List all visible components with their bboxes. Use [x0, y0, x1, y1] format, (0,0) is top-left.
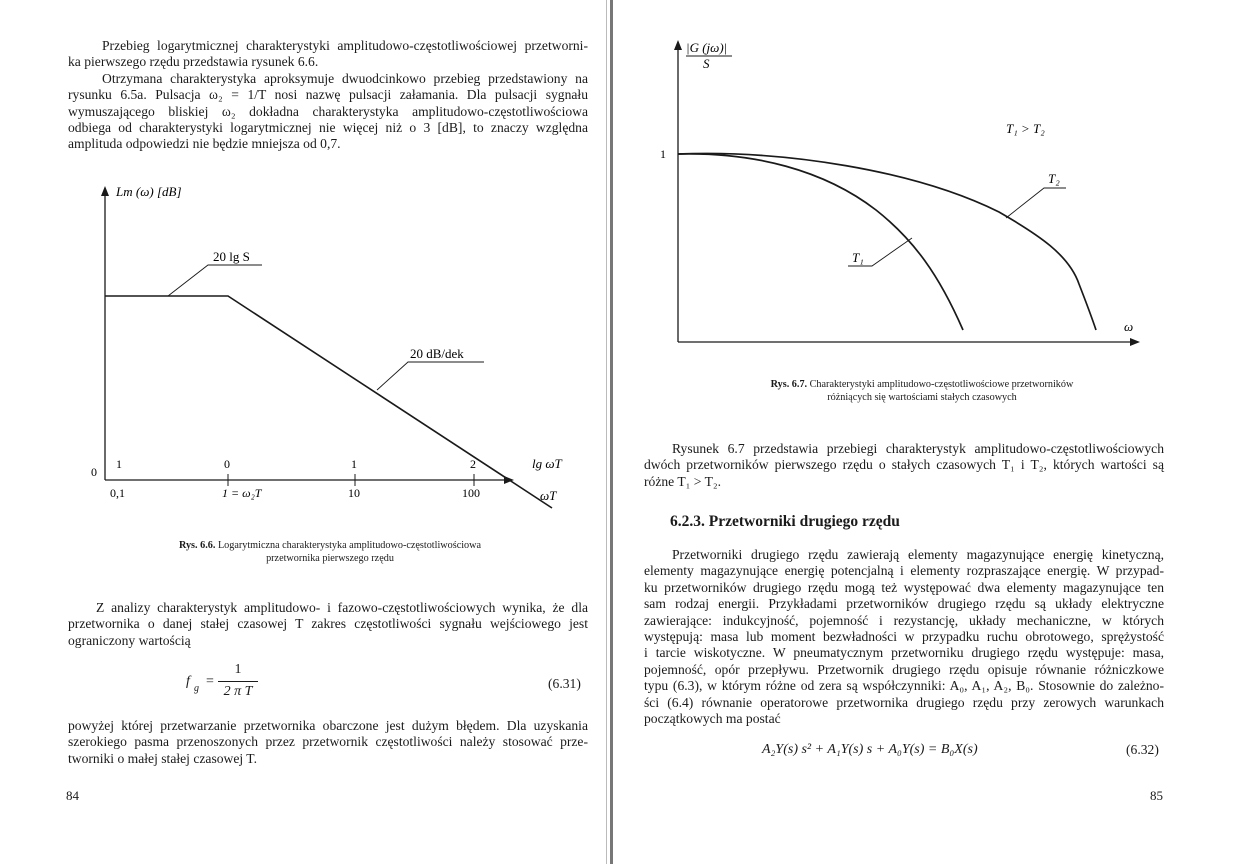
caption-text: Logarytmiczna charakterystyka amplitudowo-częstotliwościowa	[217, 540, 482, 551]
upper-tick-label: 1	[351, 457, 357, 471]
figure-description-paragraph	[644, 441, 1164, 490]
upper-axis-label: lg ωT	[532, 456, 562, 471]
text-line: wymuszającego bliskiej ω₂ dokładna charakterystyka amplitudowo-częstotliwościowa	[68, 103, 588, 119]
text-line: ści (6.4) równanie operatorowe przetwornika drugiego rzędu przy zerowych warunkach	[644, 694, 1164, 710]
y-axis-label: Lm (ω) [dB]	[116, 184, 182, 199]
conclusion-paragraph	[68, 718, 588, 767]
text-line: i tarcie wiskotyczne. W pneumatycznym przetworniku drugiego rzędu występuje: masa,	[644, 645, 1164, 661]
equation-number: (6.32)	[1126, 742, 1159, 757]
text-line: dwóch przetworników pierwszego rzędu o stałych czasowych T₁ i T₂, których wartości są	[644, 457, 1164, 473]
text-line: sam rodzaj energii. Przykładami przetworników drugiego rzędu są układy elektryczne	[644, 596, 1164, 612]
relation-label: T₁ > T₂	[1006, 121, 1045, 136]
right-page	[614, 0, 1236, 864]
text-line: początkowych ma postać	[644, 711, 781, 727]
figure-6-6-bode-plot	[0, 170, 610, 525]
upper-tick-label: 0	[224, 457, 230, 471]
text-line: ka pierwszego rzędu przedstawia rysunek 6.6.	[68, 54, 319, 70]
lower-axis-label: ωT	[540, 488, 557, 503]
figure-6-7-frequency-response	[614, 30, 1236, 360]
page-fold-shadow	[606, 0, 607, 864]
curve-t2	[678, 153, 1096, 330]
section-heading: 6.2.3. Przetworniki drugiego rzędu	[670, 513, 900, 530]
text-line: Z analizy charakterystyk amplitudowo- i fazowo-częstotliwościowych wynika, że dla	[96, 600, 588, 615]
text-line: przetwornika o danej stałej czasowej T zakres częstotliwości sygnału wejściowego jest	[68, 616, 588, 632]
text-line: typu (6.3), w którym różne od zera są współczynniki: A₀, A₁, A₂, B₀. Stosownie do zależno-	[644, 678, 1164, 694]
page-number-right: 85	[1150, 788, 1163, 803]
text-line: ograniczony wartością	[68, 632, 191, 648]
text-line: szerokiego pasma przenoszonych przez przetwornik częstotliwości należy stosować prze-	[68, 734, 588, 750]
text-line: występują: masa lub moment bezwładności w przypadku ruchu obrotowego, sprężystość	[644, 629, 1164, 645]
text-line: tworniki o małej stałej czasowej T.	[68, 750, 257, 766]
y-axis-arrow	[674, 40, 682, 50]
text-line: Przebieg logarytmicznej charakterystyki amplitudowo-częstotliwościowej przetworni-	[102, 38, 588, 53]
y-axis-label-denominator: S	[703, 56, 710, 71]
text-line: ku przetworników drugiego rzędu mogą też występować dwa elementy magazynujące ten	[644, 579, 1164, 595]
formula-6-31	[186, 662, 276, 704]
t2-label: T₂	[1048, 171, 1060, 186]
text-line: powyżej której przetwarzanie przetwornika obarczone jest dużym błędem. Dla uzyskania	[68, 718, 588, 733]
text-line: różne T₁ > T₂.	[644, 473, 722, 489]
text-line: Przetworniki drugiego rzędu zawierają elementy magazynujące energię kinetyczną,	[672, 547, 1164, 562]
text-line: zawierające: indukcyjność, pojemność i rezystancję, układy mechaniczne, w których	[644, 612, 1164, 628]
intro-paragraph	[68, 38, 588, 153]
left-page	[0, 0, 610, 864]
lower-tick-label: 100	[462, 486, 480, 500]
formula-eq: =	[206, 674, 214, 689]
caption-text: różniących się wartościami stałych czasowych	[827, 391, 1017, 403]
text-line: pojemność, opór przepływu. Przetwornik drugiego rzędu opisuje równanie różniczkowe	[644, 661, 1164, 677]
formula-sub: g	[194, 683, 199, 694]
formula-numerator: 1	[234, 662, 242, 677]
lower-tick-label: 0,1	[110, 486, 125, 500]
text-line: elementy magazynujące energię potencjalną i elementy rozpraszające energię. W przypad-	[644, 563, 1164, 579]
caption-text: Charakterystyki amplitudowo-częstotliwościowe przetworników	[809, 379, 1074, 390]
second-order-paragraph	[644, 547, 1164, 727]
caption-text: przetwornika pierwszego rzędu	[266, 552, 394, 564]
figure-6-7-caption	[684, 379, 1160, 404]
x-axis-label: ω	[1124, 319, 1134, 334]
lower-tick-label: 10	[348, 486, 360, 500]
text-line: Rysunek 6.7 przedstawia przebiegi charakterystyk amplitudowo-częstotliwościowych	[672, 441, 1164, 456]
magnitude-asymptote-curve	[105, 296, 552, 508]
curve-t1	[678, 154, 963, 330]
formula-lhs: f	[186, 674, 190, 689]
figure-6-6-caption	[100, 540, 560, 565]
lower-tick-label: 1 = ω₂T	[222, 486, 262, 500]
y-axis-label-numerator: |G (jω)|	[686, 40, 728, 55]
analysis-paragraph	[68, 600, 588, 649]
caption-label: Rys. 6.6.	[178, 540, 216, 551]
equation-6-32: A₂Y(s) s² + A₁Y(s) s + A₀Y(s) = B₀X(s)	[762, 742, 978, 757]
page-number-left: 84	[66, 788, 79, 803]
origin-label: 0	[91, 465, 97, 479]
y-axis-arrow	[101, 186, 109, 196]
formula-bar	[218, 681, 258, 682]
plateau-leader	[168, 265, 262, 296]
slope-leader	[377, 362, 484, 390]
page-gutter	[610, 0, 613, 864]
slope-label: 20 dB/dek	[410, 346, 464, 361]
t1-label: T₁	[852, 250, 864, 265]
text-line: rysunku 6.5a. Pulsacja ω₂ = 1/T nosi nazwę pulsacji załamania. Dla pulsacji sygnału	[68, 87, 588, 103]
text-line: amplituda odpowiedzi nie będzie mniejsza od 0,7.	[68, 136, 341, 152]
x-axis-arrow	[1130, 338, 1140, 346]
t2-leader	[1006, 188, 1066, 218]
y-tick-label: 1	[660, 147, 666, 161]
formula-denominator: 2 π T	[223, 684, 253, 699]
plateau-label: 20 lg S	[213, 249, 250, 264]
text-line: Otrzymana charakterystyka aproksymuje dwuodcinkowo przebieg przedstawiony na	[102, 70, 588, 86]
caption-label: Rys. 6.7.	[770, 379, 808, 390]
upper-tick-label: 1	[116, 457, 122, 471]
formula-number: (6.31)	[548, 676, 581, 691]
upper-tick-label: 2	[470, 457, 476, 471]
text-line: odbiega od charakterystyki logarytmicznej nie więcej niż o 3 [dB], to znaczy względna	[68, 120, 588, 136]
